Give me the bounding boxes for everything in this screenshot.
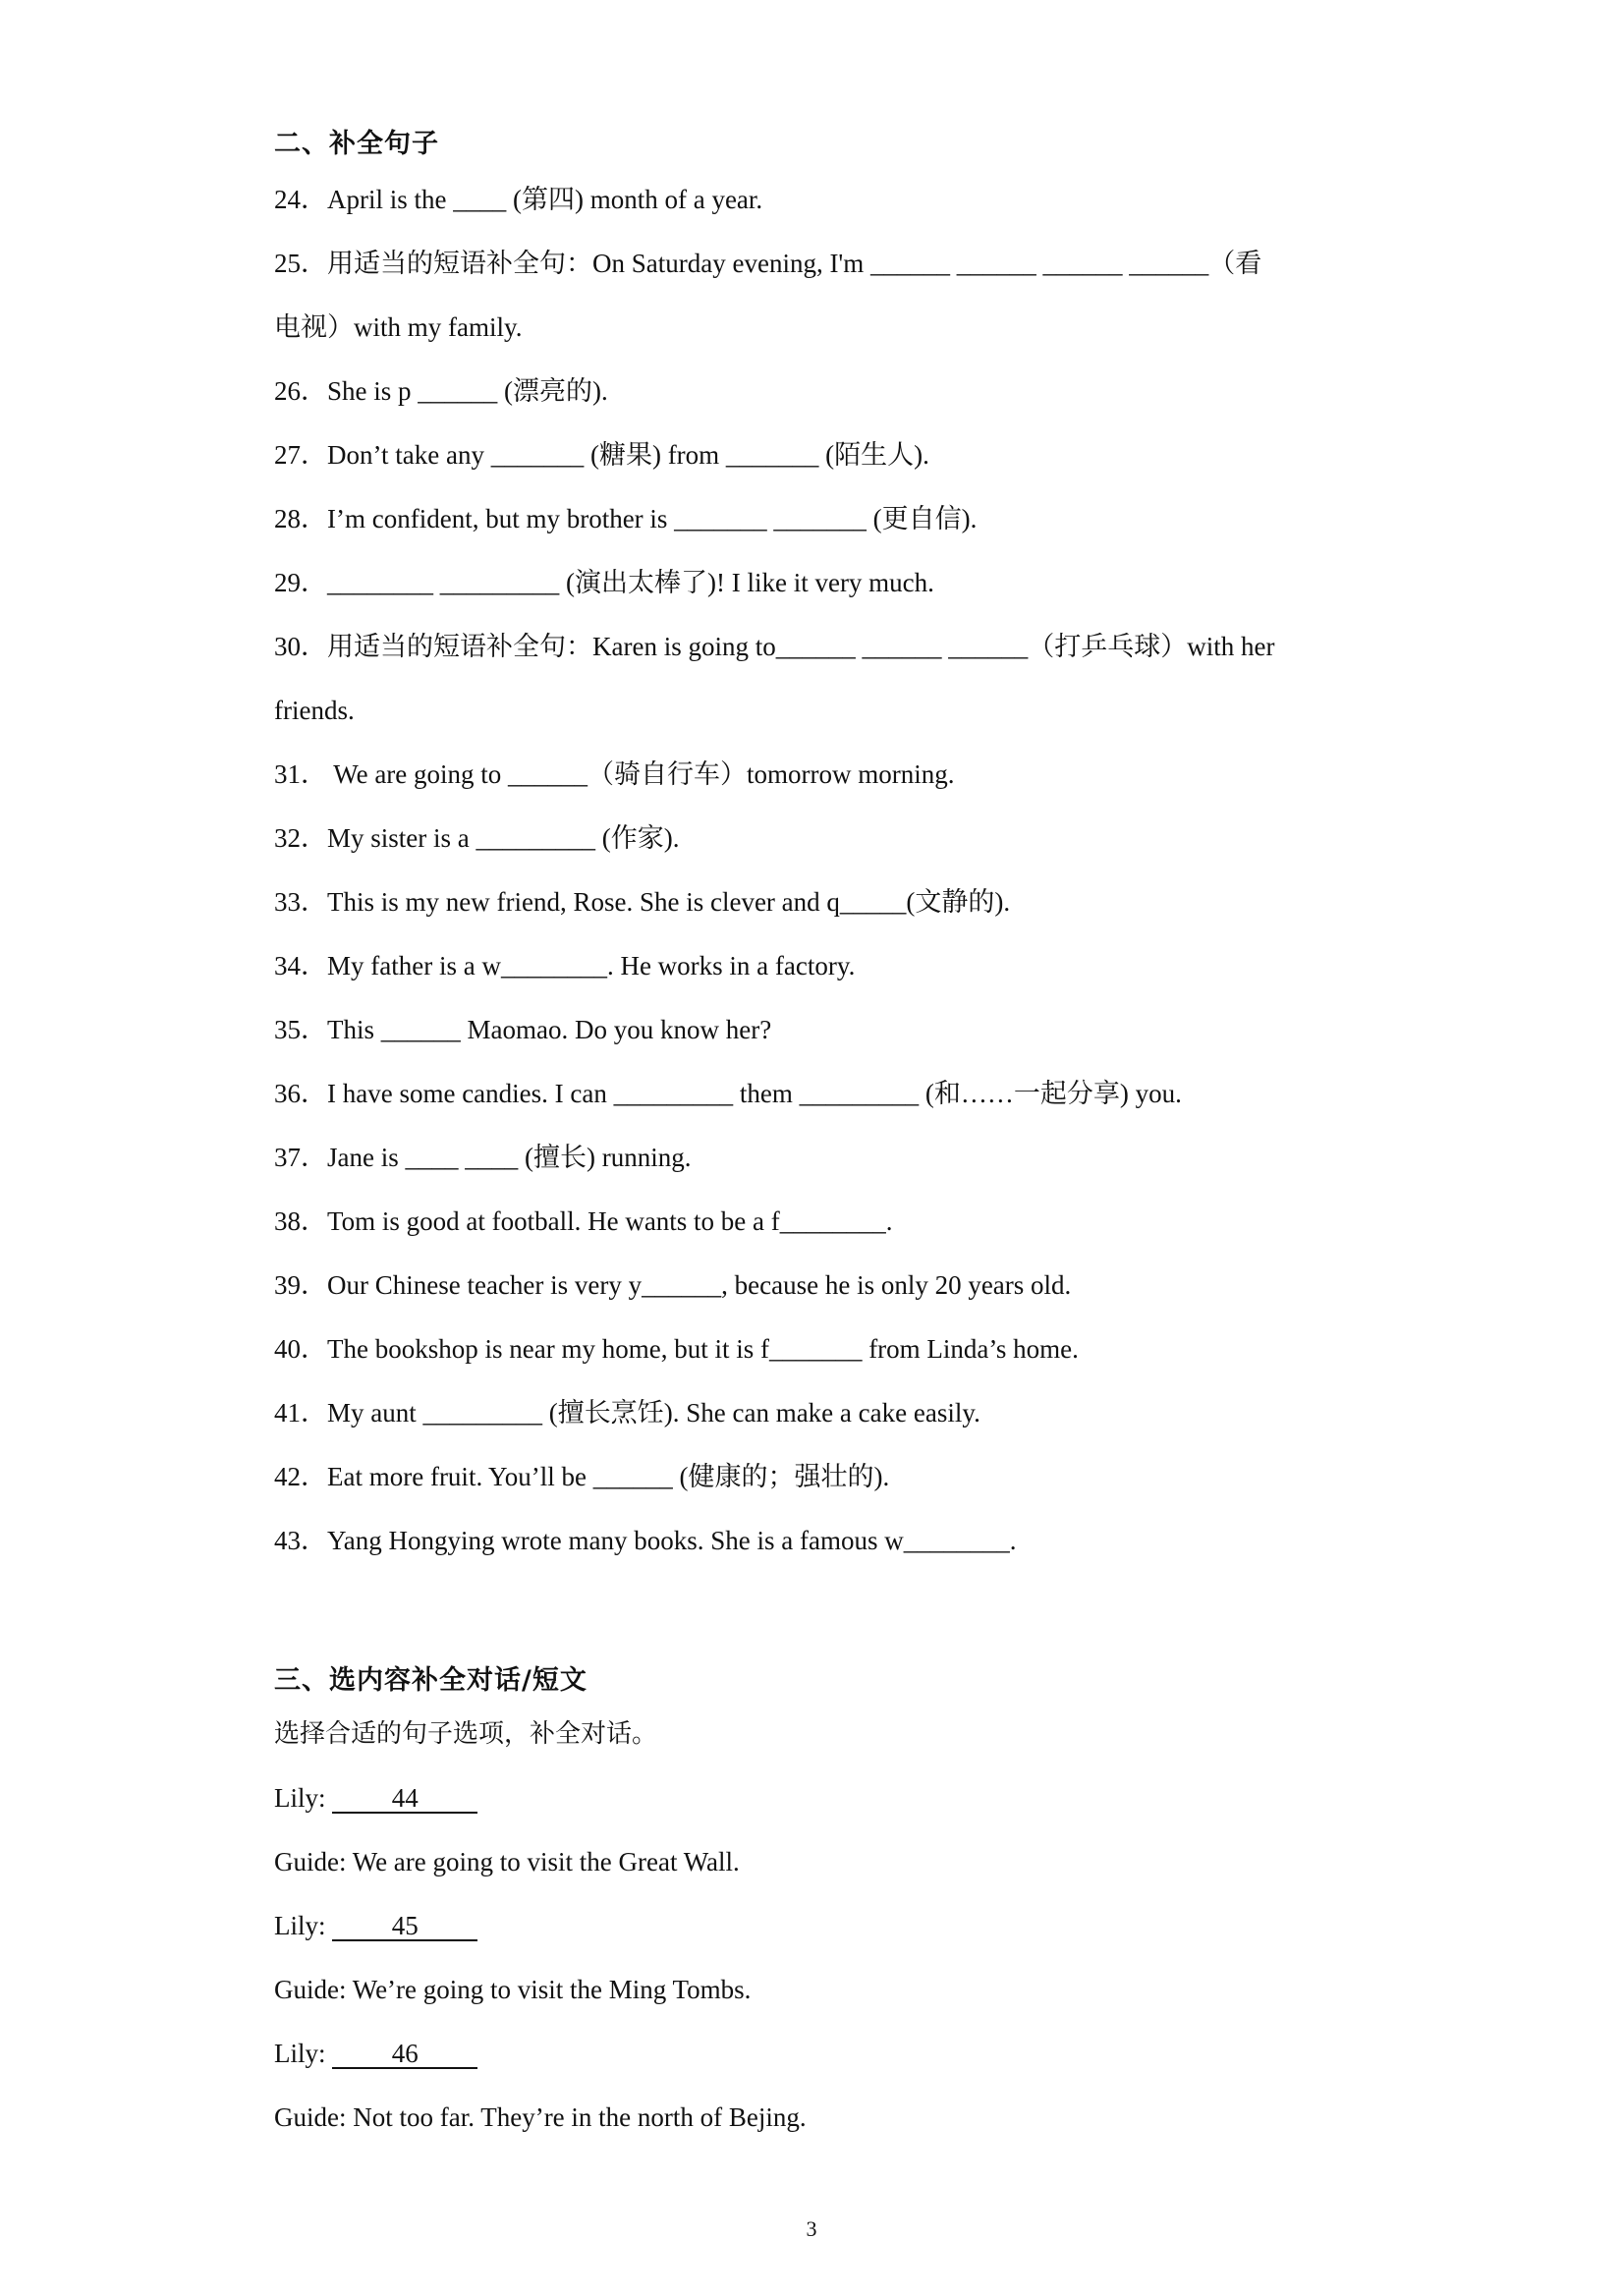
speaker-label: Lily: <box>274 1783 326 1813</box>
speaker-label: Lily: <box>274 2039 326 2068</box>
question-25: 25．用适当的短语补全句：On Saturday evening, I'm ______ ______ ______ ______（看 <box>274 249 1262 278</box>
question-32: 32．My sister is a _________ (作家). <box>274 823 680 853</box>
answer-blank-45[interactable]: 45 <box>332 1913 477 1941</box>
dialogue-line-guide-3: Guide: Not too far. They’re in the north of Bejing. <box>274 2102 807 2132</box>
question-30: 30．用适当的短语补全句：Karen is going to______ ______ ______（打乒乓球）with her <box>274 632 1275 661</box>
dialogue-line-lily-1 <box>274 1785 477 1814</box>
question-28: 28．I’m confident, but my brother is _______ _______ (更自信). <box>274 504 978 533</box>
section-3-title: 三、选内容补全对话/短文 <box>274 1665 588 1696</box>
question-37: 37．Jane is ____ ____ (擅长) running. <box>274 1143 692 1172</box>
question-24: 24．April is the ____ (第四) month of a year. <box>274 185 763 214</box>
question-33: 33．This is my new friend, Rose. She is clever and q_____(文静的). <box>274 887 1011 917</box>
question-43: 43．Yang Hongying wrote many books. She is a famous w________. <box>274 1526 1017 1555</box>
question-35: 35．This ______ Maomao. Do you know her? <box>274 1015 772 1044</box>
dialogue-line-guide-2: Guide: We’re going to visit the Ming Tombs. <box>274 1975 752 2004</box>
question-34: 34．My father is a w________. He works in a factory. <box>274 951 856 980</box>
section-2-title: 二、补全句子 <box>274 129 439 159</box>
question-26: 26．She is p ______ (漂亮的). <box>274 376 608 406</box>
dialogue-line-guide-1: Guide: We are going to visit the Great Wall. <box>274 1847 740 1876</box>
question-42: 42．Eat more fruit. You’ll be ______ (健康的；强壮的). <box>274 1462 890 1491</box>
question-36: 36．I have some candies. I can _________ them _________ (和……一起分享) you. <box>274 1079 1182 1108</box>
speaker-label: Lily: <box>274 1911 326 1940</box>
question-31: 31． We are going to ______（骑自行车）tomorrow morning. <box>274 759 955 789</box>
dialogue-line-lily-2 <box>274 1913 477 1941</box>
question-38: 38．Tom is good at football. He wants to be a f________. <box>274 1206 893 1236</box>
answer-blank-46[interactable]: 46 <box>332 2041 477 2069</box>
question-25-continued: 电视）with my family. <box>274 312 523 342</box>
question-30-continued: friends. <box>274 696 355 725</box>
question-29: 29．________ _________ (演出太棒了)! I like it very much. <box>274 568 934 597</box>
dialogue-line-lily-3 <box>274 2041 477 2069</box>
question-41: 41．My aunt _________ (擅长烹饪). She can make a cake easily. <box>274 1398 980 1428</box>
page-number: 3 <box>806 2216 817 2241</box>
question-27: 27．Don’t take any _______ (糖果) from _______ (陌生人). <box>274 440 929 470</box>
question-39: 39．Our Chinese teacher is very y______, because he is only 20 years old. <box>274 1270 1072 1300</box>
answer-blank-44[interactable]: 44 <box>332 1785 477 1814</box>
question-40: 40．The bookshop is near my home, but it is f_______ from Linda’s home. <box>274 1334 1079 1364</box>
section-3-instruction: 选择合适的句子选项，补全对话。 <box>274 1719 658 1749</box>
